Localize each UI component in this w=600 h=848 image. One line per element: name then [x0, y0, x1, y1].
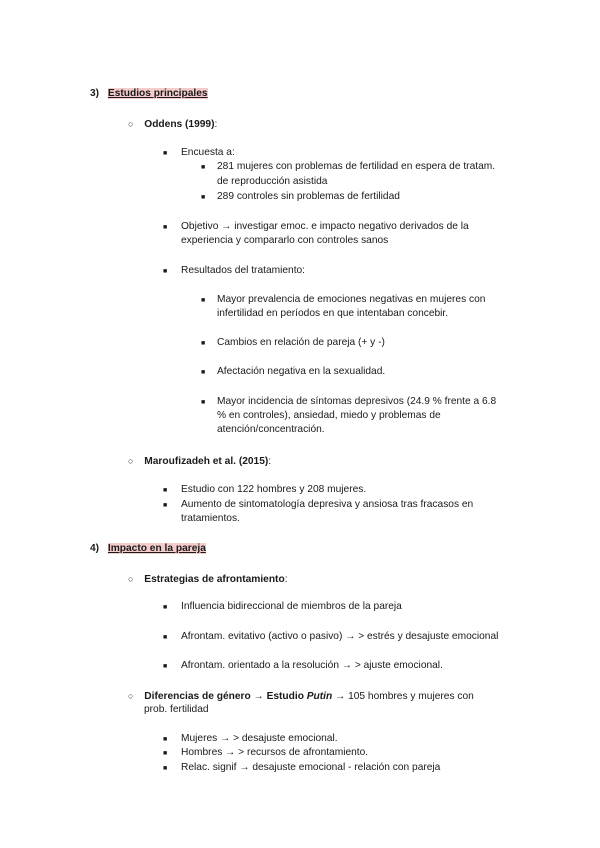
section-3-heading: [90, 87, 208, 101]
square-bullet-icon: ■: [163, 750, 168, 757]
resultado-1-line2: infertilidad en períodos en que intentaban concebir.: [217, 308, 449, 319]
circle-bullet-icon: ○: [128, 119, 134, 129]
maroufizadeh-item2-line2: tratamientos.: [181, 513, 240, 524]
estrategias-item3: Afrontam. orientado a la resolución → > ajuste emocional.: [181, 660, 443, 671]
objetivo-line1: Objetivo → investigar emoc. e impacto negativo derivados de la: [181, 221, 469, 232]
estrategias-item2: Afrontam. evitativo (activo o pasivo) → > estrés y desajuste emocional: [181, 631, 499, 642]
resultados-label: Resultados del tratamiento:: [181, 265, 306, 276]
square-bullet-icon: ■: [163, 604, 168, 611]
section-3-title: Estudios principales: [107, 88, 208, 99]
square-bullet-icon: ■: [163, 634, 168, 641]
square-bullet-icon: ■: [163, 268, 168, 275]
estrategias-label: Estrategias de afrontamiento: [144, 574, 285, 585]
diferencias-study-name: Putin: [306, 691, 333, 702]
square-bullet-icon: ■: [163, 663, 168, 670]
resultado-4-line1: Mayor incidencia de síntomas depresivos (24.9 % frente a 6.8: [217, 396, 497, 407]
circle-bullet-icon: ○: [128, 456, 134, 466]
square-bullet-icon: ■: [201, 340, 206, 347]
estrategias-item1: Influencia bidireccional de miembros de la pareja: [181, 601, 402, 612]
diferencias-item1: Mujeres → > desajuste emocional.: [181, 733, 338, 744]
encuesta-label: Encuesta a:: [181, 147, 235, 158]
section-4-title: Impacto en la pareja: [107, 543, 206, 554]
oddens-author: Oddens (1999): [144, 119, 215, 130]
resultado-4-line2: % en controles), ansiedad, miedo y problemas de: [217, 410, 441, 421]
square-bullet-icon: ■: [201, 297, 206, 304]
resultado-3: Afectación negativa en la sexualidad.: [217, 366, 386, 377]
encuesta-sub1-line2: de reproducción asistida: [217, 176, 328, 187]
square-bullet-icon: ■: [201, 194, 206, 201]
maroufizadeh-item1: Estudio con 122 hombres y 208 mujeres.: [181, 484, 367, 495]
section-4-heading: [90, 542, 206, 556]
resultado-4-line3: atención/concentración.: [217, 424, 325, 435]
estrategias-item: [128, 572, 288, 587]
square-bullet-icon: ■: [163, 150, 168, 157]
square-bullet-icon: ■: [163, 736, 168, 743]
maroufizadeh-colon: :: [268, 456, 272, 467]
square-bullet-icon: ■: [163, 502, 168, 509]
square-bullet-icon: ■: [163, 224, 168, 231]
maroufizadeh-item2-line1: Aumento de sintomatología depresiva y ansiosa tras fracasos en: [181, 499, 474, 510]
encuesta-sub2: 289 controles sin problemas de fertilidad: [217, 191, 400, 202]
maroufizadeh-item: [128, 454, 271, 469]
maroufizadeh-author: Maroufizadeh et al. (2015): [144, 456, 269, 467]
square-bullet-icon: ■: [163, 487, 168, 494]
square-bullet-icon: ■: [163, 765, 168, 772]
diferencias-label: Diferencias de género → Estudio: [144, 691, 307, 702]
encuesta-sub1-line1: 281 mujeres con problemas de fertilidad en espera de tratam.: [217, 161, 496, 172]
diferencias-item3: Relac. signif → desajuste emocional - relación con pareja: [181, 762, 441, 773]
circle-bullet-icon: ○: [128, 691, 134, 701]
resultado-1-line1: Mayor prevalencia de emociones negativas en mujeres con: [217, 294, 486, 305]
diferencias-item2: Hombres → > recursos de afrontamiento.: [181, 747, 369, 758]
diferencias-rest: → 105 hombres y mujeres con: [332, 691, 474, 702]
circle-bullet-icon: ○: [128, 574, 134, 584]
oddens-item: [128, 117, 217, 132]
section-3-number: 3): [90, 88, 100, 99]
square-bullet-icon: ■: [201, 164, 206, 171]
objetivo-line2: experiencia y compararlo con controles sanos: [181, 235, 389, 246]
resultado-2: Cambios en relación de pareja (+ y -): [217, 337, 385, 348]
diferencias-line2: prob. fertilidad: [144, 704, 209, 715]
square-bullet-icon: ■: [201, 369, 206, 376]
square-bullet-icon: ■: [201, 399, 206, 406]
diferencias-item: [128, 689, 474, 704]
section-4-number: 4): [90, 543, 100, 554]
estrategias-colon: :: [284, 574, 288, 585]
oddens-colon: :: [214, 119, 218, 130]
